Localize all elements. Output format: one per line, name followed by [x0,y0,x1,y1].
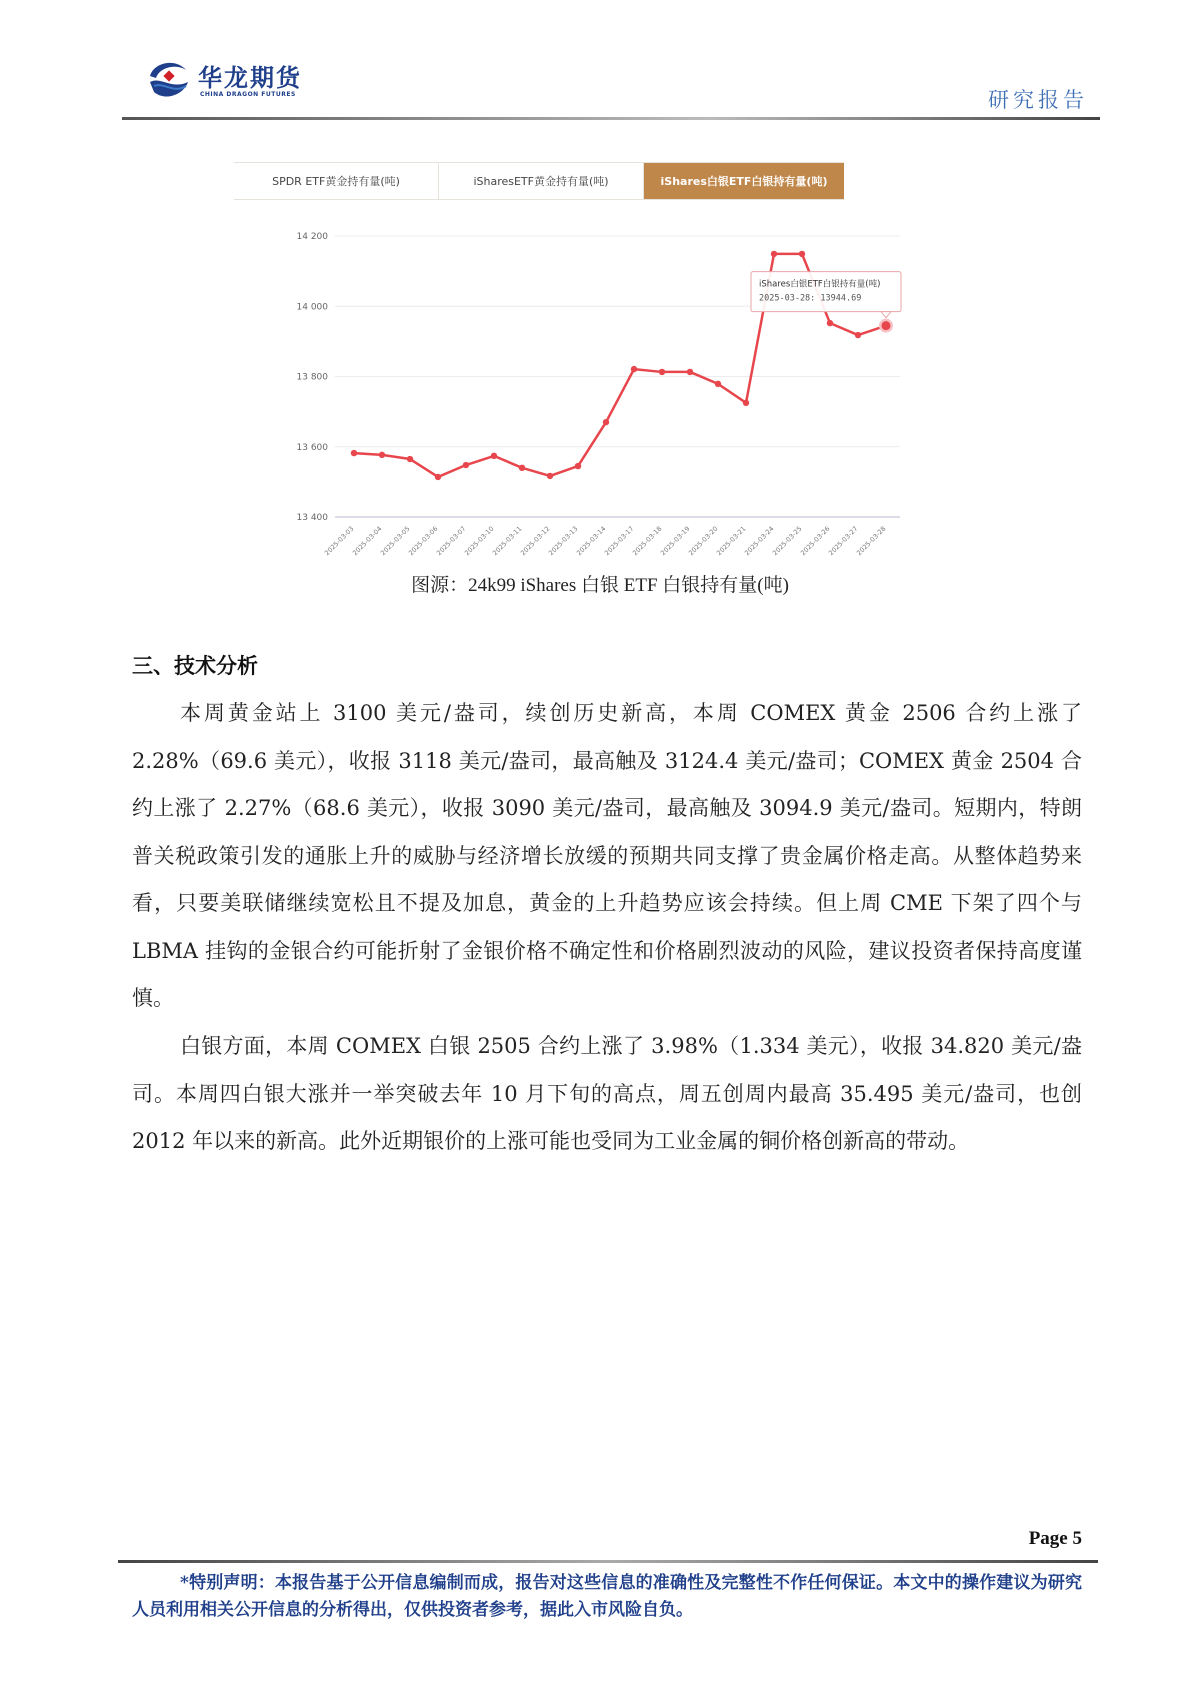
x-tick-label: 2025-03-27 [827,524,860,558]
data-point[interactable] [855,332,861,338]
x-tick-label: 2025-03-04 [351,524,384,558]
x-tick-label: 2025-03-11 [491,524,524,558]
data-point-highlighted[interactable] [882,321,891,330]
data-point[interactable] [407,456,413,462]
tooltip-value: 2025-03-28: 13944.69 [759,293,862,304]
x-tick-label: 2025-03-07 [435,524,468,558]
tooltip-pointer [881,312,891,318]
x-tick-label: 2025-03-25 [771,524,804,558]
data-point[interactable] [491,453,497,459]
x-tick-label: 2025-03-26 [799,524,832,558]
x-tick-label: 2025-03-14 [575,524,608,558]
report-type-label: 研究报告 [988,88,1088,112]
tooltip-box [751,272,901,312]
data-point[interactable] [435,474,441,480]
data-point[interactable] [827,320,833,326]
y-tick-label: 13 800 [296,372,328,383]
page-header [0,0,1200,120]
chart-tabs [234,162,844,200]
x-tick-label: 2025-03-18 [631,524,664,558]
data-point[interactable] [659,369,665,375]
x-tick-label: 2025-03-03 [323,524,356,558]
x-tick-label: 2025-03-17 [603,524,636,558]
x-tick-label: 2025-03-12 [519,524,552,558]
x-tick-label: 2025-03-19 [659,524,692,558]
chart-caption: 图源：24k99 iShares 白银 ETF 白银持有量(吨) [411,575,789,596]
data-point[interactable] [547,473,553,479]
data-point[interactable] [799,251,805,257]
disclaimer-text: *特别声明：本报告基于公开信息编制而成，报告对这些信息的准确性及完整性不作任何保证。本文中的操作建议为研究人员利用相关公开信息的分析得出，仅供投资者参考，据此入市风险自负。 [132,1573,1082,1620]
x-tick-label: 2025-03-05 [379,524,412,558]
x-tick-label: 2025-03-06 [407,524,440,558]
header-divider [122,117,1100,120]
y-tick-label: 14 200 [296,232,328,242]
y-tick-label: 13 400 [296,513,328,523]
y-tick-label: 13 600 [296,442,328,453]
data-point[interactable] [575,463,581,469]
silver-analysis-paragraph: 白银方面，本周 COMEX 白银 2505 合约上涨了 3.98%（1.334 美元），收报 34.820 美元/盎司。本周四白银大涨并一举突破去年 10 月下旬的高点，周五创周内最高 35.495 美元/盎司，也创 2012 年以来的新高。此外近期银价的上涨可能也受同为工业金属的铜价格创新高的带动。 [132,1034,1082,1153]
data-point[interactable] [631,366,637,372]
data-point[interactable] [379,452,385,458]
brand-name-cn: 华龙期货 [198,64,302,92]
x-tick-label: 2025-03-10 [463,524,496,558]
section-title: 三、技术分析 [132,654,258,678]
data-point[interactable] [771,251,777,257]
x-tick-label: 2025-03-20 [687,524,720,558]
data-point[interactable] [743,400,749,406]
y-tick-label: 14 000 [296,302,328,313]
data-point[interactable] [715,381,721,387]
china-dragon-logo-icon [146,56,192,102]
gold-analysis-paragraph: 本周黄金站上 3100 美元/盎司，续创历史新高，本周 COMEX 黄金 2506 合约上涨了 2.28%（69.6 美元），收报 3118 美元/盎司，最高触及 3124.4 美元/盎司；COMEX 黄金 2504 合约上涨了 2.27%（68.6 美元），收报 3090 美元/盎司，最高触及 3094.9 美元/盎司。短期内，特朗普关税政策引发的通胀上升的威胁与经济增长放缓的预期共同支撑了贵金属价格走高。从整体趋势来看，只要美联储继续宽松且不提及加息，黄金的上升趋势应该会持续。但上周 CME 下架了四个与 LBMA 挂钩的金银合约可能折射了金银价格不确定性和价格剧烈波动的风险，建议投资者保持高度谨慎。 [132,701,1082,1010]
x-tick-label: 2025-03-21 [715,524,748,558]
silver-holdings-line-chart [290,225,980,565]
page-number: Page 5 [1028,1528,1082,1549]
tab-spdr-gold[interactable]: SPDR ETF黄金持有量(吨) [234,163,439,199]
data-point[interactable] [351,450,357,456]
data-point[interactable] [463,462,469,468]
data-point[interactable] [603,419,609,425]
data-point[interactable] [687,369,693,375]
footer-divider [118,1560,1098,1563]
tooltip-title: iShares白银ETF白银持有量(吨) [759,279,881,290]
brand-name-en: CHINA DRAGON FUTURES [200,91,296,98]
data-point[interactable] [519,465,525,471]
x-tick-label: 2025-03-13 [547,524,580,558]
tab-ishares-gold[interactable]: iSharesETF黄金持有量(吨) [439,163,644,199]
x-tick-label: 2025-03-28 [855,524,888,558]
tab-ishares-silver[interactable]: iShares白银ETF白银持有量(吨) [644,163,844,199]
x-tick-label: 2025-03-24 [743,524,776,558]
